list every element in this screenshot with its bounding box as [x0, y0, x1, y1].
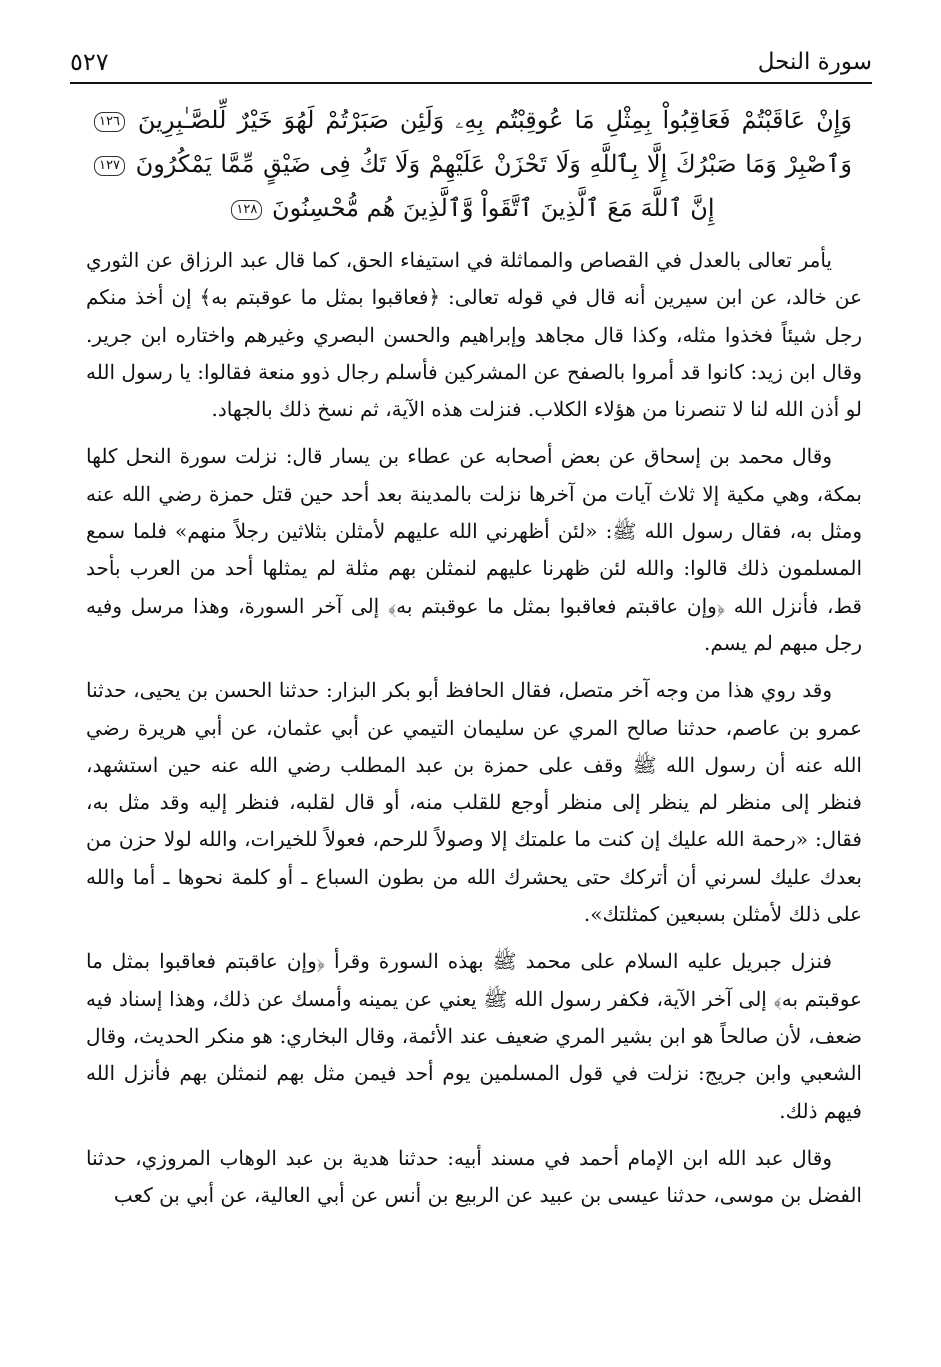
paragraph: فنزل جبريل عليه السلام على محمد ﷺ بهذه السورة وقرأ ﴿وإن عاقبتم فعاقبوا بمثل ما عوقبتم به﴾ إلى آخر الآية، فكفر رسول الله ﷺ يعني عن يمينه وأمسك عن ذلك، وهذا إسناد فيه ضعف، لأن صالحاً هو ابن بشير المري ضعيف عند الأئمة، وقال البخاري: هو منكر الحديث، وقال الشعبي وابن جريج: نزلت في قول المسلمين يوم أحد فيمن مثل بهم لنمثلن بهم فأنزل الله فيهم ذلك. [86, 949, 863, 1123]
quran-verses [92, 98, 852, 230]
header-divider [70, 82, 872, 84]
verse-126: وَإِنْ عَاقَبْتُمْ فَعَاقِبُواْ بِمِثْلِ مَا عُوقِبْتُم بِهِۦ وَلَئِن صَبَرْتُمْ لَهُوَ خَيْرٌ لِّلصَّـٰبِرِينَ [137, 106, 852, 134]
page-number: ٥٢٧ [70, 48, 109, 76]
paragraph: وقال محمد بن إسحاق عن بعض أصحابه عن عطاء بن يسار قال: نزلت سورة النحل كلها بمكة، وهي مكية إلا ثلاث آيات من آخرها نزلت بالمدينة بعد أحد حين قتل حمزة رضي الله عنه ومثل به، فقال رسول الله ﷺ: «لئن أظهرني الله عليهم لأمثلن بثلاثين رجلاً منهم» فلما سمع المسلمون ذلك قالوا: والله لئن ظهرنا عليهم لنمثلن بهم مثلة لم يمثلها أحد من العرب بأحد قط، فأنزل الله ﴿وإن عاقبتم فعاقبوا بمثل ما عوقبتم به﴾ إلى آخر السورة، وهذا مرسل وفيه رجل مبهم لم يسم. [86, 444, 862, 655]
verse-128: إِنَّ ٱللَّهَ مَعَ ٱلَّذِينَ ٱتَّقَواْ وَّٱلَّذِينَ هُم مُّحْسِنُونَ [272, 194, 715, 222]
ayah-number-marker: ١٢٨ [231, 200, 262, 220]
page-header [70, 34, 872, 78]
paragraph: وقال عبد الله ابن الإمام أحمد في مسند أبيه: حدثنا هدية بن عبد الوهاب المروزي، حدثنا الفضل بن موسى، حدثنا عيسى بن عبيد عن الربيع بن أنس عن أبي العالية، عن أبي بن كعب [86, 1145, 862, 1208]
verse-127: وَٱصْبِرْ وَمَا صَبْرُكَ إِلَّا بِٱللَّهِ وَلَا تَحْزَنْ عَلَيْهِمْ وَلَا تَكُ فِى ضَيْقٍ مِّمَّا يَمْكُرُونَ [135, 150, 852, 178]
surah-name: سورة النحل [757, 49, 872, 75]
ayah-number-marker: ١٢٧ [94, 156, 125, 176]
paragraph: وقد روي هذا من وجه آخر متصل، فقال الحافظ أبو بكر البزار: حدثنا الحسن بن يحيى، حدثنا عمرو بن عاصم، حدثنا صالح المري عن سليمان التيمي عن أبي عثمان، عن أبي هريرة رضي الله عنه أن رسول الله ﷺ وقف على حمزة بن عبد المطلب رضي الله عنه حين استشهد، فنظر إلى منظر لم ينظر إلى منظر أوجع للقلب منه، أو قال لقلبه، فنظر إليه وقد مثل به، فقال: «رحمة الله عليك إن كنت ما علمتك إلا وصولاً للرحم، فعولاً للخيرات، والله لولا حزن من بعدك عليك لسرني أن أتركك حتى يحشرك الله من بطون السباع ـ أو كلمة نحوها ـ أما والله على ذلك لأمثلن بسبعين كمثلتك». [86, 678, 862, 927]
paragraph: يأمر تعالى بالعدل في القصاص والمماثلة في استيفاء الحق، كما قال عبد الرزاق عن الثوري عن خالد، عن ابن سيرين أنه قال في قوله تعالى: ﴿فعاقبوا بمثل ما عوقبتم به﴾ إن أخذ منكم رجل شيئاً فخذوا مثله، وكذا قال مجاهد وإبراهيم والحسن البصري وغيرهم واختاره ابن جرير. وقال ابن زيد: كانوا قد أمروا بالصفح عن المشركين فأسلم رجال ذوو منعة فقالوا: يا رسول الله لو أذن الله لنا لا تنصرنا من هؤلاء الكلاب. فنزلت هذه الآية، ثم نسخ ذلك بالجهاد. [86, 248, 862, 422]
ayah-number-marker: ١٢٦ [94, 112, 125, 132]
tafsir-body [86, 242, 862, 1224]
